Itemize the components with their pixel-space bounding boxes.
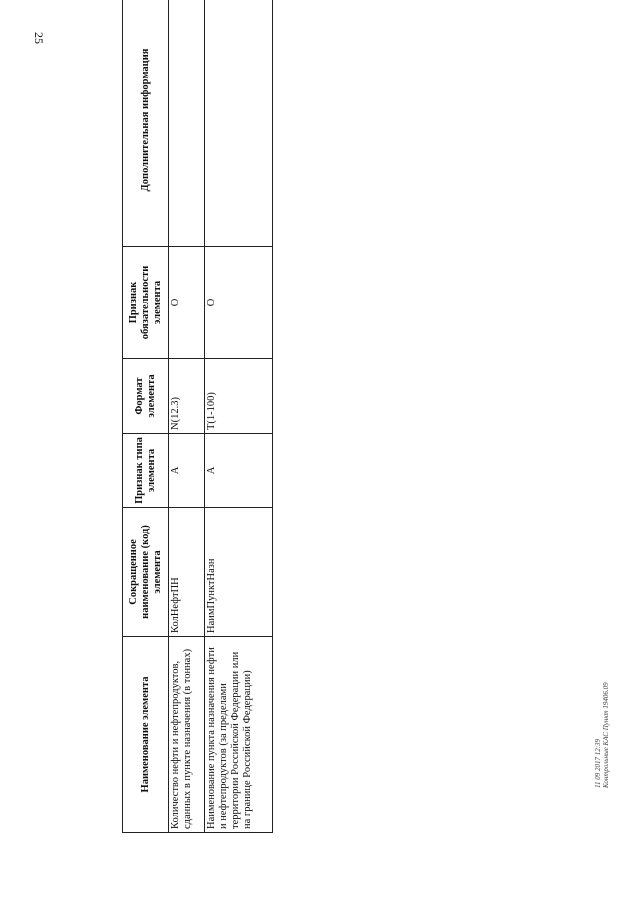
rotated-table-container — [122, 36, 273, 833]
table-row — [205, 0, 273, 833]
table-header-row — [123, 0, 169, 833]
header-additional-info: Дополнительная информация — [123, 0, 169, 247]
stamp-line-2: Контрольные КАС Пункт 19406.09 — [602, 682, 610, 788]
cell-info — [169, 0, 205, 247]
cell-required: О — [205, 247, 273, 359]
header-element-code: Сокращенное наименование (код) элемента — [123, 508, 169, 637]
cell-name: Количество нефти и нефтепродуктов, сданных в пункте назначения (в тоннах) — [169, 637, 205, 833]
cell-type: А — [205, 434, 273, 508]
header-element-format: Формат элемента — [123, 359, 169, 434]
cell-format: T(1-100) — [205, 359, 273, 434]
header-element-required: Признак обязательности элемента — [123, 247, 169, 359]
table-row — [169, 0, 205, 833]
elements-table — [122, 0, 273, 833]
cell-format: N(12.3) — [169, 359, 205, 434]
cell-code: НаимПунктНазн — [205, 508, 273, 637]
cell-code: КолНефтПН — [169, 508, 205, 637]
stamp-line-1: 11 09 2017 12:39 — [594, 738, 602, 788]
cell-type: А — [169, 434, 205, 508]
page-number: 25 — [32, 32, 46, 44]
cell-info — [205, 0, 273, 247]
header-element-type: Признак типа элемента — [123, 434, 169, 508]
header-element-name: Наименование элемента — [123, 637, 169, 833]
cell-name: Наименование пункта назначения нефти и нефтепродуктов (за пределами территории Российской Федерации или на границе Российской Федерации) — [205, 637, 273, 833]
cell-required: О — [169, 247, 205, 359]
document-stamp — [594, 608, 610, 788]
